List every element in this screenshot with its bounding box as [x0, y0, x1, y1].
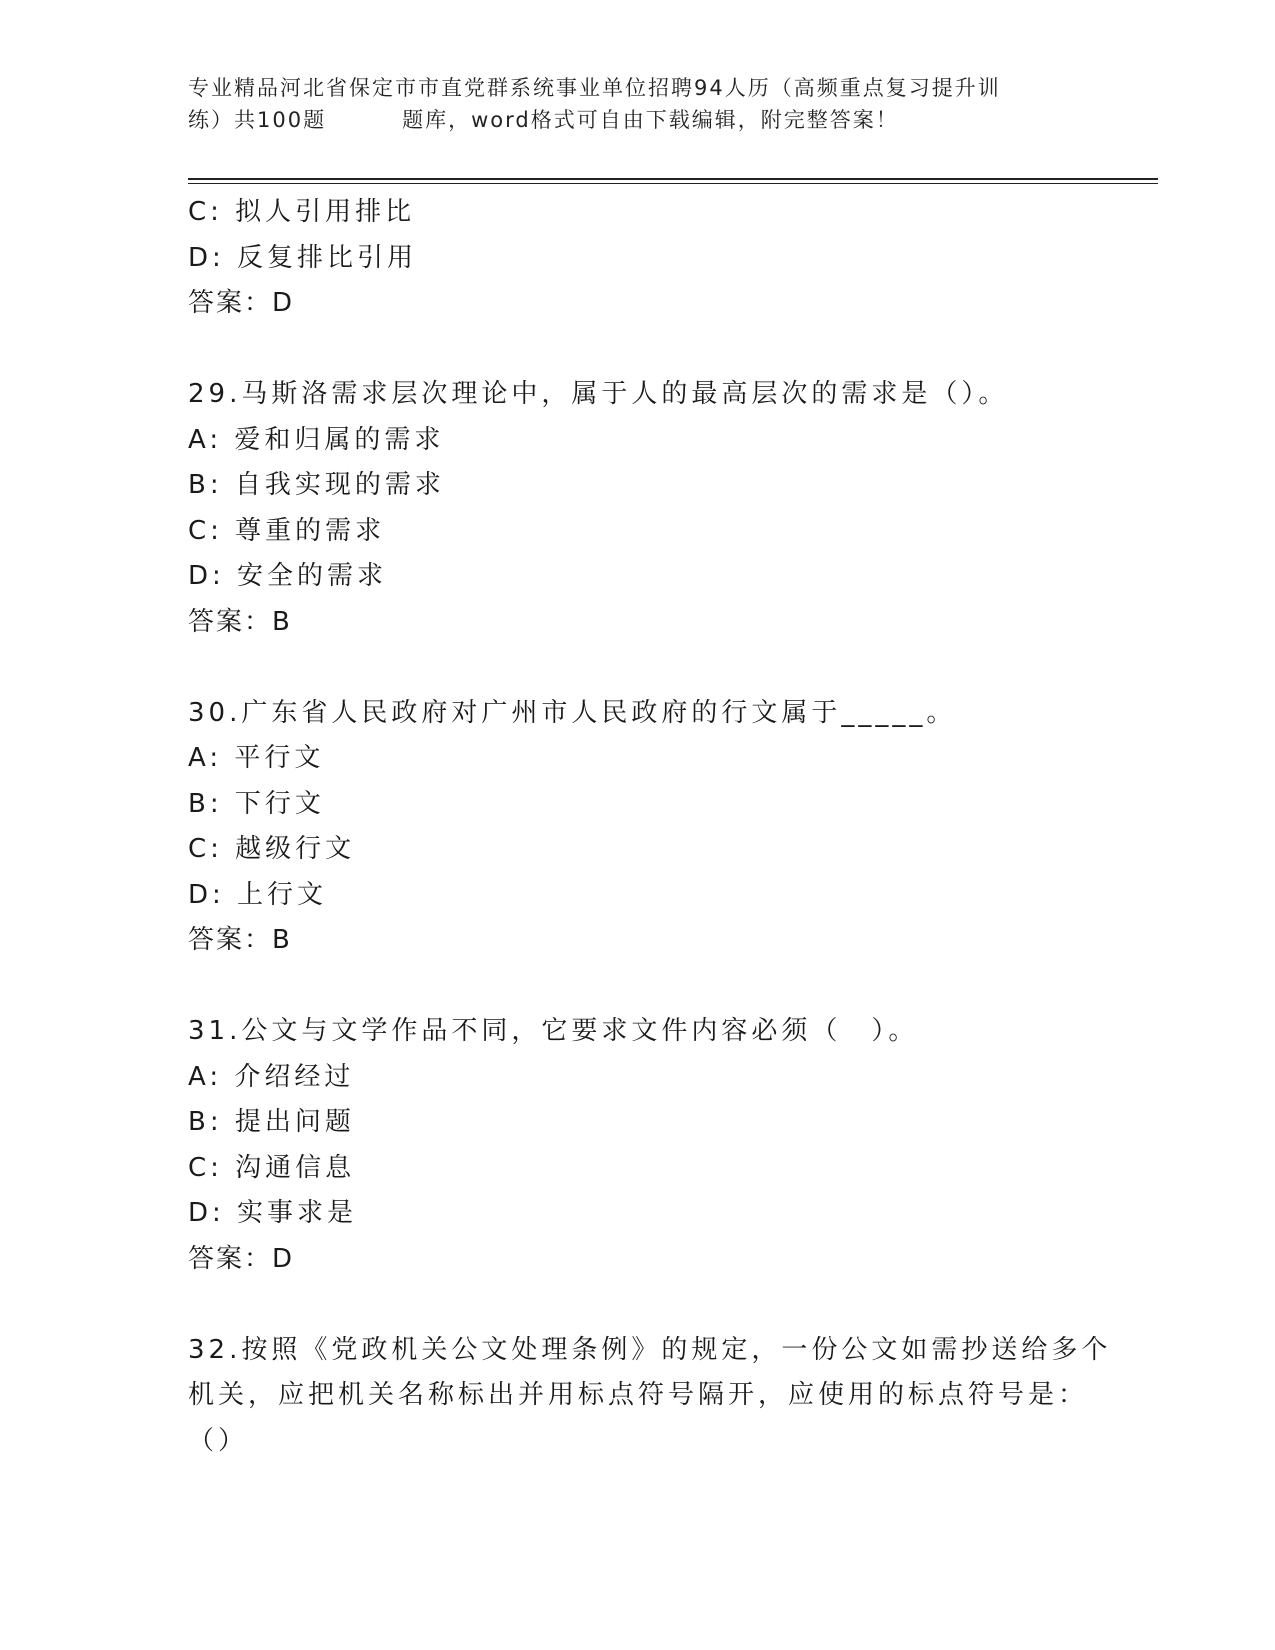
answer-line: 答案：D: [188, 288, 295, 318]
option-d: D: 实事求是: [188, 1198, 358, 1228]
option-d: D: 反复排比引用: [188, 242, 418, 273]
option-b: B: 自我实现的需求: [188, 470, 445, 500]
option-c: C: 越级行文: [188, 834, 356, 864]
question-31: [188, 1009, 1088, 1282]
header-line-2-part-a: 练）共100题: [188, 108, 327, 132]
answer-line: 答案：D: [188, 1243, 295, 1274]
option-d: D: 安全的需求: [188, 561, 388, 591]
option-d: D: 上行文: [188, 879, 328, 910]
question-stem-line-2: 机关，应把机关名称标出并用标点符号隔开，应使用的标点符号是：: [188, 1380, 1089, 1410]
header-line-2-part-b: 题库，word格式可自由下载编辑，附完整答案！: [402, 108, 899, 132]
header-line-1: 专业精品河北省保定市市直党群系统事业单位招聘94人历（高频重点复习提升训: [188, 76, 1001, 100]
page-header: [188, 72, 1088, 136]
option-a: A: 爱和归属的需求: [188, 424, 445, 455]
option-c: C: 尊重的需求: [188, 515, 386, 546]
option-c: C: 沟通信息: [188, 1152, 356, 1183]
question-stem: 29.马斯洛需求层次理论中，属于人的最高层次的需求是（）。: [188, 379, 1009, 409]
question-29: [188, 372, 1088, 645]
question-28-tail: [188, 190, 1088, 327]
question-stem: 30.广东省人民政府对广州市人民政府的行文属于_____。: [188, 697, 957, 728]
header-rule-thick: [188, 178, 1158, 180]
option-b: B: 提出问题: [188, 1107, 355, 1137]
question-stem: 31.公文与文学作品不同，它要求文件内容必须（ ）。: [188, 1016, 919, 1046]
option-a: A: 介绍经过: [188, 1061, 355, 1092]
header-rule-thin: [188, 183, 1158, 184]
header-line-2: [188, 104, 1088, 136]
question-32: [188, 1328, 1112, 1465]
question-stem-line-1: 32.按照《党政机关公文处理条例》的规定，一份公文如需抄送给多个: [188, 1334, 1112, 1365]
question-30: [188, 691, 1088, 964]
option-c: C: 拟人引用排比: [188, 197, 416, 227]
question-list: [188, 190, 1112, 1510]
question-stem-line-3: （）: [188, 1425, 249, 1456]
answer-line: 答案：B: [188, 925, 292, 955]
option-b: B: 下行文: [188, 788, 325, 819]
answer-line: 答案：B: [188, 606, 292, 637]
option-a: A: 平行文: [188, 743, 325, 773]
